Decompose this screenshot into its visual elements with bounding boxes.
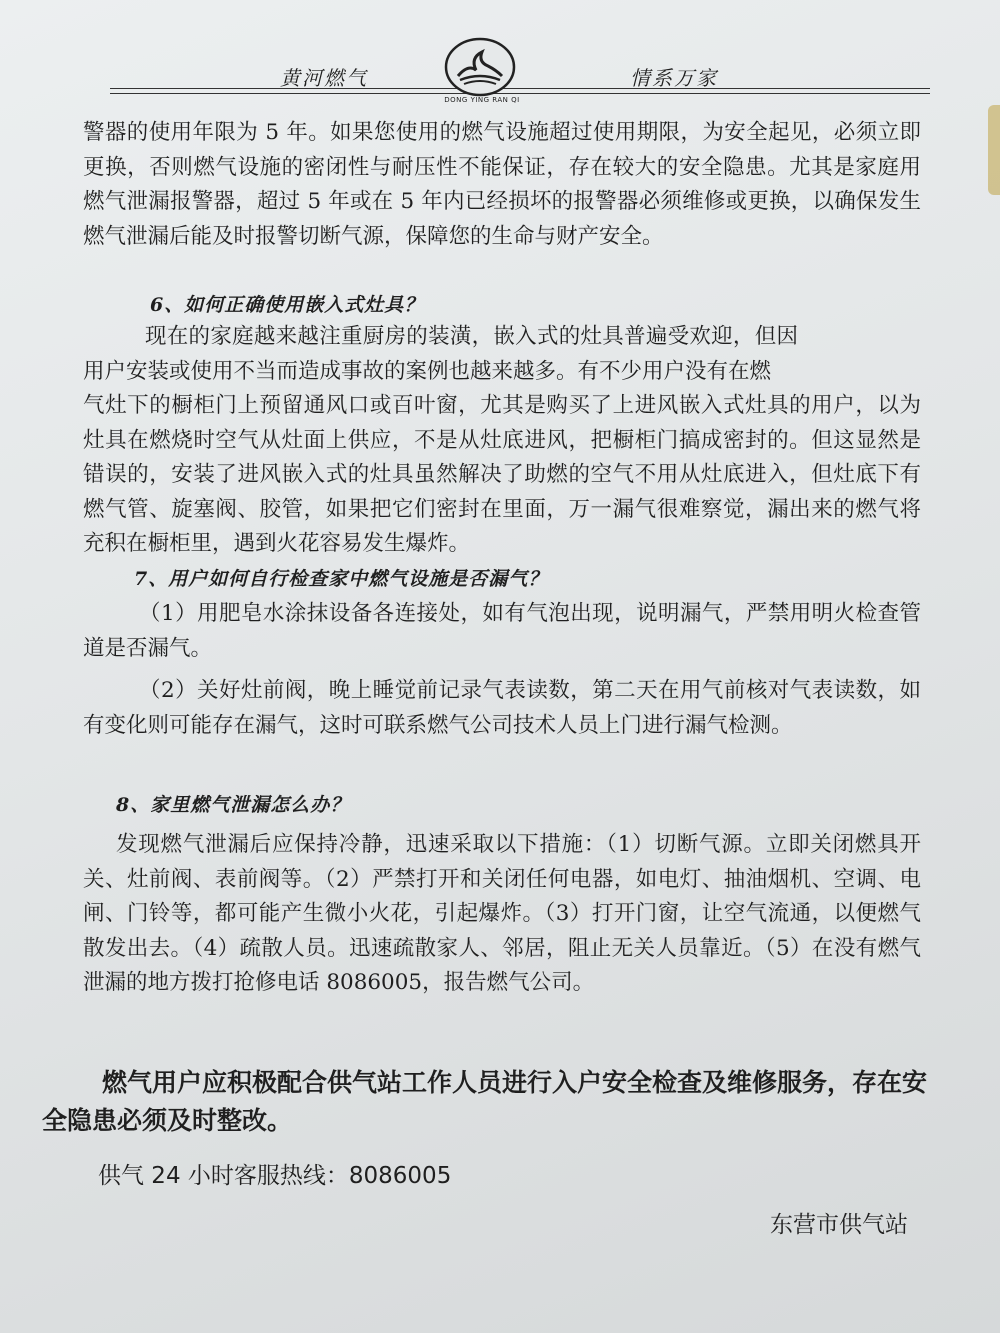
section-7-paragraph-1: （1）用肥皂水涂抹设备各连接处，如有气泡出现，说明漏气，严禁用明火检查管道是否漏气。 <box>83 601 921 661</box>
signature-text: 东营市供气站 <box>770 1212 908 1238</box>
section-6-heading: 6、如何正确使用嵌入式灶具？ <box>150 294 425 316</box>
notice-paragraph: 燃气用户应积极配合供气站工作人员进行入户安全检查及维修服务，存在安全隐患必须及时整改。 <box>42 1068 928 1135</box>
hotline-text: 供气 24 小时客服热线：8086005 <box>98 1163 452 1189</box>
section-7-paragraph-2: （2）关好灶前阀，晚上睡觉前记录气表读数，第二天在用气前核对气表读数，如有变化则可能存在漏气，这时可联系燃气公司技术人员上门进行漏气检测。 <box>83 678 921 738</box>
logo-emblem-icon <box>440 36 520 98</box>
header-rule-double <box>110 93 930 94</box>
intro-paragraph: 警器的使用年限为 5 年。如果您使用的燃气设施超过使用期限，为安全起见，必须立即更换，否则燃气设施的密闭性与耐压性不能保证，存在较大的安全隐患。尤其是家庭用燃气泄漏报警器，超过 5 年或在 5 年内已经损坏的报警器必须维修或更换，以确保发生燃气泄漏后能及时报警切断气源，保障您的生命与财产安全。 <box>83 120 921 249</box>
section-8-paragraph: 发现燃气泄漏后应保持冷静，迅速采取以下措施：（1）切断气源。立即关闭燃具开关、灶前阀、表前阀等。（2）严禁打开和关闭任何电器，如电灯、抽油烟机、空调、电闸、门铃等，都可能产生微小火花，引起爆炸。（3）打开门窗，让空气流通，以便燃气散发出去。（4）疏散人员。迅速疏散家人、邻居，阻止无关人员靠近。（5）在没有燃气泄漏的地方拨打抢修电话 8086005，报告燃气公司。 <box>83 832 921 996</box>
section-6-paragraph-2: 气灶下的橱柜门上预留通风口或百叶窗，尤其是购买了上进风嵌入式灶具的用户，以为灶具在燃烧时空气从灶面上供应，不是从灶底进风，把橱柜门搞成密封的。但这显然是错误的，安装了进风嵌入式的灶具虽然解决了助燃的空气不用从灶底进入，但灶底下有燃气管、旋塞阀、胶管，如果把它们密封在里面，万一漏气很难察觉，漏出来的燃气将充积在橱柜里，遇到火花容易发生爆炸。 <box>83 393 921 557</box>
logo-caption: DONG YING RAN QI <box>444 96 520 104</box>
header-right-text: 情系万家 <box>630 66 718 90</box>
section-6-paragraph-1: 现在的家庭越来越注重厨房的装潢，嵌入式的灶具普遍受欢迎，但因用户安装或使用不当而造成事故的案例也越来越多。有不少用户没有在燃 <box>83 324 798 384</box>
binder-clip-edge <box>988 105 1000 195</box>
section-8-heading: 8、家里燃气泄漏怎么办？ <box>116 794 351 816</box>
header-rule <box>110 88 930 89</box>
page-header <box>110 36 930 106</box>
header-left-text: 黄河燃气 <box>280 66 368 90</box>
section-7-heading: 7、用户如何自行检查家中燃气设施是否漏气？ <box>134 568 549 590</box>
